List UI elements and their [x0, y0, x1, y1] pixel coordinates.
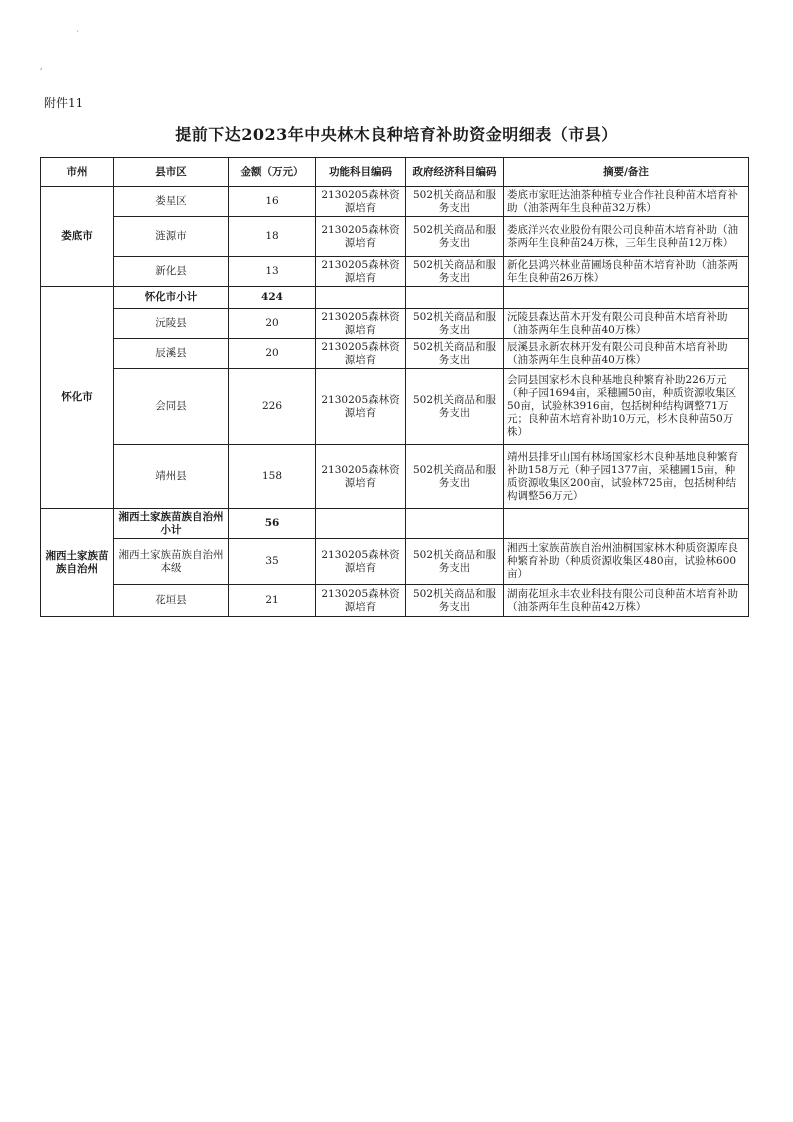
subtotal-label: 怀化市小计	[114, 287, 229, 309]
col-header-city: 市州	[41, 158, 114, 187]
county-cell: 新化县	[114, 257, 229, 287]
amount-cell: 20	[229, 309, 316, 339]
econ-code-cell: 502机关商品和服务支出	[406, 187, 504, 217]
subtotal-amount: 56	[229, 509, 316, 539]
county-cell: 娄星区	[114, 187, 229, 217]
econ-code-cell: 502机关商品和服务支出	[406, 339, 504, 369]
subtotal-row	[41, 287, 749, 309]
empty-cell	[504, 287, 749, 309]
table-row	[41, 539, 749, 585]
note-cell: 湘西土家族苗族自治州油桐国家林木种质资源库良种繁育补助（种质资源收集区480亩，试验林600亩）	[504, 539, 749, 585]
econ-code-cell: 502机关商品和服务支出	[406, 585, 504, 617]
amount-cell: 18	[229, 217, 316, 257]
scan-dot: `	[76, 30, 80, 39]
func-code-cell: 2130205森林资源培育	[316, 309, 406, 339]
col-header-econ-code: 政府经济科目编码	[406, 158, 504, 187]
note-cell: 靖州县排牙山国有林场国家杉木良种基地良种繁育补助158万元（种子园1377亩，采穗圃15亩，种质资源收集区200亩，试验林725亩，包括树种结构调整56万元）	[504, 445, 749, 509]
col-header-county: 县市区	[114, 158, 229, 187]
func-code-cell: 2130205森林资源培育	[316, 339, 406, 369]
amount-cell: 158	[229, 445, 316, 509]
func-code-cell: 2130205森林资源培育	[316, 539, 406, 585]
city-cell: 湘西土家族苗族自治州	[41, 509, 114, 617]
func-code-cell: 2130205森林资源培育	[316, 369, 406, 445]
col-header-amount: 金额（万元）	[229, 158, 316, 187]
table-row	[41, 257, 749, 287]
county-cell: 会同县	[114, 369, 229, 445]
func-code-cell: 2130205森林资源培育	[316, 187, 406, 217]
empty-cell	[316, 509, 406, 539]
page-title: 提前下达2023年中央林木良种培育补助资金明细表（市县）	[175, 125, 618, 144]
table-row	[41, 217, 749, 257]
empty-cell	[316, 287, 406, 309]
econ-code-cell: 502机关商品和服务支出	[406, 257, 504, 287]
table-header-row	[41, 158, 749, 187]
func-code-cell: 2130205森林资源培育	[316, 585, 406, 617]
col-header-func-code: 功能科目编码	[316, 158, 406, 187]
func-code-cell: 2130205森林资源培育	[316, 445, 406, 509]
amount-cell: 21	[229, 585, 316, 617]
table-row	[41, 309, 749, 339]
county-cell: 沅陵县	[114, 309, 229, 339]
county-cell: 辰溪县	[114, 339, 229, 369]
note-cell: 新化县鸿兴林业苗圃场良种苗木培育补助（油茶两年生良种苗26万株）	[504, 257, 749, 287]
attachment-label: 附件11	[44, 96, 84, 110]
econ-code-cell: 502机关商品和服务支出	[406, 445, 504, 509]
county-cell: 湘西土家族苗族自治州本级	[114, 539, 229, 585]
city-cell: 怀化市	[41, 287, 114, 509]
func-code-cell: 2130205森林资源培育	[316, 217, 406, 257]
empty-cell	[406, 509, 504, 539]
subtotal-label: 湘西土家族苗族自治州小计	[114, 509, 229, 539]
amount-cell: 13	[229, 257, 316, 287]
county-cell: 涟源市	[114, 217, 229, 257]
county-cell: 花垣县	[114, 585, 229, 617]
table-row	[41, 369, 749, 445]
scan-dot: ,	[40, 62, 43, 71]
amount-cell: 35	[229, 539, 316, 585]
amount-cell: 20	[229, 339, 316, 369]
subtotal-row	[41, 509, 749, 539]
amount-cell: 226	[229, 369, 316, 445]
table-row	[41, 339, 749, 369]
funding-detail-table	[40, 157, 749, 617]
note-cell: 辰溪县永新农林开发有限公司良种苗木培育补助（油茶两年生良种苗40万株）	[504, 339, 749, 369]
empty-cell	[406, 287, 504, 309]
note-cell: 沅陵县森达苗木开发有限公司良种苗木培育补助（油茶两年生良种苗40万株）	[504, 309, 749, 339]
county-cell: 靖州县	[114, 445, 229, 509]
subtotal-amount: 424	[229, 287, 316, 309]
col-header-note: 摘要/备注	[504, 158, 749, 187]
amount-cell: 16	[229, 187, 316, 217]
table-row	[41, 585, 749, 617]
note-cell: 娄底洋兴农业股份有限公司良种苗木培育补助（油茶两年生良种苗24万株，三年生良种苗12万株）	[504, 217, 749, 257]
note-cell: 湖南花垣永丰农业科技有限公司良种苗木培育补助（油茶两年生良种苗42万株）	[504, 585, 749, 617]
note-cell: 娄底市家旺达油茶种植专业合作社良种苗木培育补助（油茶两年生良种苗32万株）	[504, 187, 749, 217]
note-cell: 会同县国家杉木良种基地良种繁育补助226万元（种子园1694亩，采穗圃50亩，种质资源收集区50亩，试验林3916亩，包括树种结构调整71万元；良种苗木培育补助10万元，杉木良种苗50万株）	[504, 369, 749, 445]
table-row	[41, 445, 749, 509]
econ-code-cell: 502机关商品和服务支出	[406, 309, 504, 339]
table-row	[41, 187, 749, 217]
func-code-cell: 2130205森林资源培育	[316, 257, 406, 287]
econ-code-cell: 502机关商品和服务支出	[406, 539, 504, 585]
empty-cell	[504, 509, 749, 539]
city-cell: 娄底市	[41, 187, 114, 287]
econ-code-cell: 502机关商品和服务支出	[406, 217, 504, 257]
econ-code-cell: 502机关商品和服务支出	[406, 369, 504, 445]
